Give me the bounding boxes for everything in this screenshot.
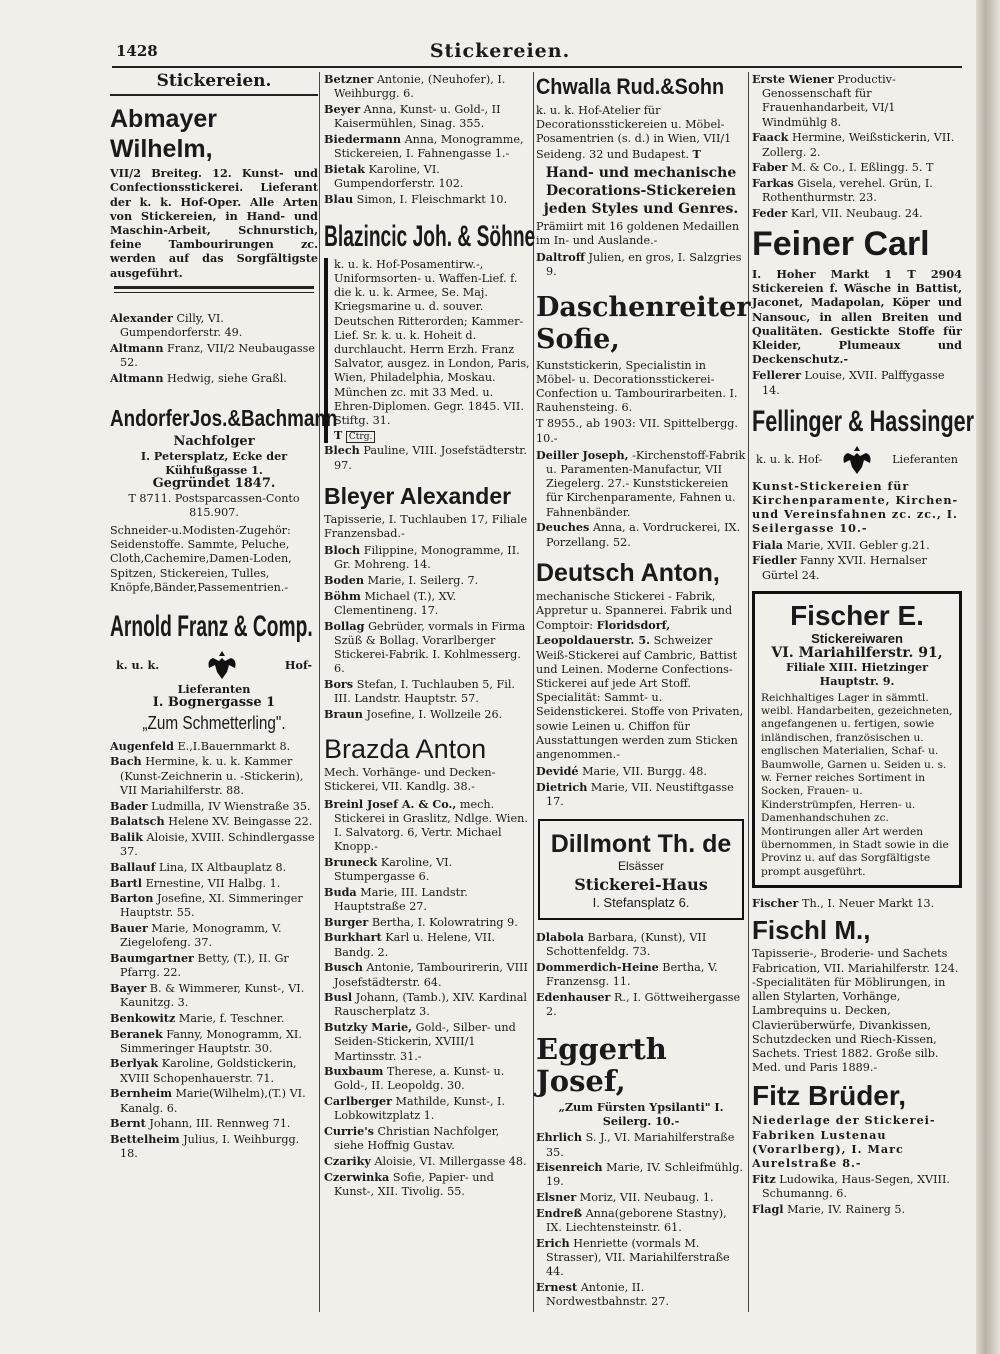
list-item: Eisenreich Marie, IV. Schleifmühlg. 19. [536, 1160, 743, 1189]
advert-title: Deutsch Anton, [536, 558, 720, 587]
list-item: Bloch Filippine, Monogramme, II. Gr. Mohreng. 14. [324, 543, 520, 572]
list-item: Daltroff Julien, en gros, I. Salzgries 9. [536, 250, 742, 279]
entry-list [536, 250, 746, 279]
list-item: Breinl Josef A. & Co., mech. Stickerei in Graslitz, Ndlge. Wien. I. Salvatorg. 6, Vertr. Michael Knopp.- [324, 796, 528, 854]
list-item: Boden Marie, I. Seilerg. 7. [324, 573, 479, 588]
entry-list [536, 930, 746, 1019]
entry-list [110, 739, 318, 1162]
eagle-crest-icon [205, 648, 239, 682]
page-title: Stickereien. [429, 40, 571, 62]
advert-award: Prämiirt mit 16 goldenen Medaillen im In- und Auslande.- [536, 219, 740, 248]
advert-body: Kunst-Stickereien für Kirchenparamente, Kirchen- und Vereinsfahnen zc. zc., I. Seilergasse 10.- [752, 478, 959, 536]
list-item: Altmann Hedwig, siehe Graßl. [110, 370, 287, 385]
list-item: Blech Pauline, VIII. Josefstädterstr. 97. [324, 443, 527, 472]
advert-title: Fischer E. [790, 599, 924, 631]
list-item: Balatsch Helene XV. Beingasse 22. [110, 814, 313, 829]
advert-highlight: Hand- und mechanische Decorations-Stickereien jeden Styles und Genres. [543, 164, 739, 217]
advert-address: I. Petersplatz, Ecke der Kühfußgasse 1. [140, 449, 288, 478]
advert-title: Bleyer Alexander [324, 482, 512, 509]
advert-title: Chwalla Rud.&Sohn [536, 74, 725, 99]
list-item: Balik Aloisie, XVIII. Schindlergasse 37. [110, 829, 315, 859]
list-item: Bernheim Marie(Wilhelm),(T.) VI. Kanalg. 6. [110, 1086, 306, 1115]
entry-list [110, 311, 318, 386]
list-item: Erste Wiener Productiv-Genossenschaft für Frauenhandarbeit, VI/1 Windmühlg 8. [752, 72, 896, 129]
advert-phone: T 8711. Postsparcassen-Conto 815.907. [128, 491, 300, 519]
list-item: Burkhart Karl u. Helene, VII. Bandg. 2. [324, 930, 496, 959]
advert-body: VII/2 Breiteg. 12. Kunst- und Confectionsstickerei. Lieferant der k. k. Hof-Oper. Alle Arten von Stickereien, in Hand- und Maschin-Arbeit, Schnurstich, feine Tambourirungen zc. werden auf das Sorgfältigste ausgeführt. [110, 166, 318, 280]
entry-list [324, 72, 532, 207]
book-edge [976, 0, 1000, 1354]
advert-box [752, 591, 962, 889]
list-item: Beyer Anna, Kunst- u. Gold-, II Kaisermühlen, Sinag. 355. [324, 101, 501, 131]
list-item: Dommerdich-Heine Bertha, V. Franzensg. 11. [536, 959, 718, 988]
list-item: Buda Marie, III. Landstr. Hauptstraße 27. [324, 884, 468, 914]
advert-phone: T 8955., ab 1903: VII. Spittelbergg. 10.- [536, 417, 738, 445]
advert-body: Tapisserie, I. Tuchlauben 17, Filiale Franzensbad.- [324, 512, 528, 541]
list-item: Augenfeld E.,I.Bauernmarkt 8. [110, 738, 291, 753]
list-item: Alexander Cilly, VI. Gumpendorferstr. 49. [110, 310, 243, 340]
column-2 [324, 72, 536, 1200]
advert-body: Niederlage der Stickerei-Fabriken Lustenau (Vorarlberg), I. Marc Aurelstraße 8.- [752, 1113, 936, 1170]
eagle-crest-icon [840, 443, 874, 477]
list-item: Bors Stefan, I. Tuchlauben 5, Fil. III. Landstr. Hauptstr. 57. [324, 677, 515, 706]
advert-body: I. Hoher Markt 1 T 2904 Stickereien f. Wäsche in Battist, Jaconet, Madapolan, Köper und Nansouc, in allen Breiten und Qualitäten. Gestickte Stoffe für Kleider, Plumeaux und Deckenschutz.- [752, 267, 962, 367]
list-item: Bauer Marie, Monogramm, V. Ziegelofeng. 37. [110, 921, 282, 950]
column-divider [748, 72, 749, 1312]
list-item: Butzky Marie, Gold-, Silber- und Seiden-Stickerin, XVIII/1 Martinsstr. 31.- [324, 1020, 516, 1063]
advert-title: Fischl M., [752, 915, 871, 946]
list-item: Betzner Antonie, (Neuhofer), I. Weihburgg. 6. [324, 72, 506, 101]
advert-address: I. Bognergasse 1 [152, 695, 276, 711]
list-item: Bollag Gebrüder, vormals in Firma Szüß & Bollag. Vorarlberger Stickerei-Fabrik. I. Kohlmesserg. 6. [324, 618, 526, 676]
advert-body: Reichhaltiges Lager in sämmtl. weibl. Handarbeiten, gezeichneten, angefangenen u. fertigen, sowie inländischen, französischen u. englischen Materialien, Schaf- u. Baumwolle, Garnen u. Seiden u. s. w. Ferner reiches Sortiment in Socken, Frauen- u. Kinderstrümpfen, Herren- u. Damenhandschuhen zc. Montirungen aller Art werden übernommen, in Stadt sowie in die Provinz u. auf das Sorgfältigste prompt ausgeführt. [761, 691, 953, 878]
list-item: Ballauf Lina, IX Altbauplatz 8. [110, 859, 287, 874]
advert-title: Blazincic Joh. & Söhne [324, 219, 536, 253]
list-item: Deuches Anna, a. Vordruckerei, IX. Porzellang. 52. [536, 520, 741, 549]
advert-body: Mech. Vorhänge- und Decken-Stickerei, VII. Kandlg. 38.- [324, 766, 496, 794]
list-item: Devidé Marie, VII. Burgg. 48. [536, 764, 707, 779]
advert-subtitle: Stickereiwaren [811, 630, 903, 646]
list-item: Braun Josefine, I. Wollzeile 26. [324, 707, 503, 722]
advert-phone: T Ctrg. [334, 428, 532, 443]
advert-title: Fitz Brüder, [752, 1080, 907, 1112]
list-item: Bruneck Karoline, VI. Stumpergasse 6. [324, 854, 453, 884]
list-item: Blau Simon, I. Fleischmarkt 10. [324, 191, 508, 206]
list-item: Edenhauser R., I. Göttweihergasse 2. [536, 989, 741, 1018]
list-item: Elsner Moriz, VII. Neubaug. 1. [536, 1190, 714, 1205]
list-item: Beranek Fanny, Monogramm, XI. Simmeringer Hauptstr. 30. [110, 1026, 302, 1055]
entry-list [536, 764, 746, 809]
list-item: Fitz Ludowika, Haus-Segen, XVIII. Schumanng. 6. [752, 1172, 950, 1201]
column-1 [110, 71, 338, 1162]
entry-list [324, 797, 532, 1199]
entry-list [752, 1172, 962, 1217]
list-item: Bader Ludmilla, IV Wienstraße 35. [110, 798, 311, 813]
list-item: Busl Johann, (Tamb.), XIV. Kardinal Rauscherplatz 3. [324, 990, 527, 1019]
entry-list [324, 443, 532, 472]
list-item: Bartl Ernestine, VII Halbg. 1. [110, 875, 281, 890]
advert-title: AndorferJos.&Bachmann [110, 404, 338, 431]
page-number: 1428 [116, 42, 158, 60]
list-item: Faber M. & Co., I. Eßlingg. 5. T [752, 160, 934, 175]
list-item: Altmann Franz, VII/2 Neubaugasse 52. [110, 340, 315, 369]
list-item: Fischer Th., I. Neuer Markt 13. [752, 896, 935, 911]
advert-address: VI. Mariahilferstr. 91, [771, 644, 943, 661]
entry-list [324, 543, 532, 722]
advert-title: Dillmont Th. de [550, 830, 732, 859]
advert-house: Stickerei-Haus [574, 874, 708, 894]
list-item: Bernt Johann, III. Rennweg 71. [110, 1116, 291, 1131]
list-item: Fiala Marie, XVII. Gebler g.21. [752, 537, 930, 552]
advert-title: Daschenreiter Sofie, [536, 291, 751, 355]
list-item: Biedermann Anna, Monogramme, Stickereien, I. Fahnengasse 1.- [324, 131, 524, 161]
list-item: Ernest Antonie, II. Nordwestbahnstr. 27. [536, 1279, 669, 1309]
list-item: Busch Antonie, Tambourirerin, VIII Josefstädterstr. 64. [324, 960, 528, 989]
list-item: Bayer B. & Wimmerer, Kunst-, VI. Kaunitzg. 3. [110, 980, 305, 1010]
advert-title: Fellinger & Hassinger [752, 404, 975, 438]
list-item: Buxbaum Therese, a. Kunst- u. Gold-, II. Leopoldg. 30. [324, 1064, 505, 1093]
list-item: Dietrich Marie, VII. Neustiftgasse 17. [536, 779, 734, 809]
list-item: Flagl Marie, IV. Rainerg 5. [752, 1202, 906, 1217]
column-4 [752, 72, 975, 1218]
divider [114, 286, 314, 293]
header-rule [112, 66, 962, 68]
column-3 [536, 72, 751, 1310]
section-title: Stickereien. [110, 74, 318, 96]
advert-address: I. Stefansplatz 6. [592, 894, 690, 910]
list-item: Fiedler Fanny XVII. Hernalser Gürtel 24. [752, 553, 927, 582]
advert-royal-line: k. u. k. Hof- [110, 648, 318, 682]
list-item: Fellerer Louise, XVII. Palffygasse 14. [752, 368, 945, 397]
list-item: Feder Karl, VII. Neubaug. 24. [752, 205, 923, 220]
advert-title: Brazda Anton [324, 734, 487, 765]
advert-subtitle: Nachfolger [173, 433, 255, 449]
list-item: Deiller Joseph, -Kirchenstoff-Fabrik u. Paramenten-Manufactur, VII Ziegelerg. 27.- Kunststickereien für Kirchenparamente, Fahnen u. Fahnenbänder. [536, 447, 746, 519]
list-item: Czariky Aloisie, VI. Millergasse 48. [324, 1154, 527, 1168]
advert-body: mechanische Stickerei - Fabrik, Appretur u. Spannerei. Fabrik und Comptoir: Floridsdorf, Leopoldauerstr. 5. Schweizer Weiß-Stickerei auf Cambric, Battist und Leinen. Moderne Confections-Stickerei auf jede Art Stoff. Specialität: Sammt- u. Seidenstickerei. Stoffe von Privaten, sowie Leinen u. Chiffon für Ausstattungen werden zum Sticken angenommen.- [536, 589, 744, 761]
column-divider [533, 72, 534, 1312]
list-item: Erich Henriette (vormals M. Strasser), VII. Mariahilferstraße 44. [536, 1235, 730, 1279]
list-item: Baumgartner Betty, (T.), II. Gr Pfarrg. 22. [110, 951, 289, 980]
advert-body: k. u. k. Hof-Posamentirw.-, Uniformsorten- u. Waffen-Lief. f. die k. u. k. Armee, Se. Maj. Kriegsmarine u. d. souver. Deutschen Ritterorden; Kammer-Lief. Sr. k. u. k. Hoheit d. durchlaucht. Herrn Erzh. Franz Salvator, ausgez. in London, Paris, Wien, Philadelphia, Moskau. München zc. mit 33 Med. u. Ehren-Diplomen. Gegr. 1845. VII. Stiftg. 31. [334, 257, 530, 428]
advert-body-block [324, 258, 532, 444]
list-item: Carlberger Mathilde, Kunst-, I. Lobkowitzplatz 1. [324, 1094, 506, 1123]
list-item: Barton Josefine, XI. Simmeringer Hauptstr. 55. [110, 891, 303, 920]
advert-founded: Gegründet 1847. [152, 476, 276, 492]
list-item: Faack Hermine, Weißstickerin, VII. Zollerg. 2. [752, 130, 955, 159]
list-item: Berlyak Karoline, Goldstickerin, XVIII Schopenhauerstr. 71. [110, 1056, 297, 1085]
advert-royal-line: k. u. k. Hof- Lieferanten [752, 443, 962, 477]
entry-list [752, 368, 962, 397]
advert-body: k. u. k. Hof-Atelier für Decorationsstickereien u. Möbel-Posamentrien (s. d.) in Wien, VII/1 Seideng. 32 und Budapest. T [536, 104, 732, 161]
list-item: Farkas Gisela, verehel. Grün, I. Rothenthurmstr. 23. [752, 175, 933, 205]
list-item: Bach Hermine, k. u. k. Kammer (Kunst-Zeichnerin u. -Stickerin), VII Mariahilferstr. 88. [110, 754, 304, 797]
advert-title: Arnold Franz & Comp. [110, 610, 313, 644]
list-item: Endreß Anna(geborene Stastny), IX. Liechtensteinstr. 61. [536, 1205, 727, 1235]
advert-box [538, 819, 744, 919]
advert-body: Schneider-u.Modisten-Zugehör: Seidenstoffe. Sammte, Peluche, Cloth,Cachemire,Damen-Loden, Spitzen, Stickereien, Tulles, Knöpfe,Bänder,Passementrien.- [110, 524, 292, 594]
column-divider [319, 72, 320, 1312]
entry-list [752, 72, 962, 221]
list-item: Ehrlich S. J., VI. Mariahilferstraße 35. [536, 1130, 735, 1159]
advert-title: Eggerth Josef, [536, 1031, 667, 1098]
list-item: Dlabola Barbara, (Kunst), VII Schottenfeldg. 73. [536, 929, 707, 958]
list-item: Bietak Karoline, VI. Gumpendorferstr. 102. [324, 161, 464, 190]
list-item: Currie's Christian Nachfolger, siehe Hoffnig Gustav. [324, 1124, 500, 1153]
entry-list [536, 1130, 746, 1309]
advert-title: Abmayer Wilhelm, [110, 105, 217, 164]
list-item: Benkowitz Marie, f. Teschner. [110, 1010, 285, 1025]
entry-list [536, 448, 746, 550]
advert-body: „Zum Fürsten Ypsilanti" I. Seilerg. 10.- [558, 1099, 724, 1129]
entry-list [752, 896, 962, 911]
advert-subtitle: Lieferanten [177, 682, 251, 697]
advert-body: Kunststickerin, Specialistin in Möbel- u. Decorationsstickerei-Confection u. Tambourirarbeiten. I. Rauhensteing. 6. [536, 358, 738, 415]
list-item: Burger Bertha, I. Kolowratring 9. [324, 914, 518, 929]
advert-body: Tapisserie-, Broderie- und Sachets Fabrication, VII. Mariahilferstr. 124. -Specialitäten für Möblirungen, in allen Stylarten, Vorhänge, Lambrequins u. Decken, Clavierüberwürfe, Divankissen, Schutzdecken und Riech-Kissen, Sachets. Triest 1882. Große silb. Med. und Paris 1889.- [752, 947, 959, 1075]
list-item: Böhm Michael (T.), XV. Clementineng. 17. [324, 588, 457, 618]
list-item: Bettelheim Julius, I. Weihburgg. 18. [110, 1131, 300, 1161]
entry-list [752, 538, 962, 583]
list-item: Czerwinka Sofie, Papier- und Kunst-, XII. Tivolig. 55. [324, 1169, 494, 1198]
advert-subtitle: Elsässer [617, 859, 664, 874]
advert-slogan: „Zum Schmetterling". [142, 713, 286, 734]
advert-branch: Filiale XIII. Hietzinger Hauptstr. 9. [785, 660, 929, 689]
advert-title: Feiner Carl [752, 225, 930, 264]
